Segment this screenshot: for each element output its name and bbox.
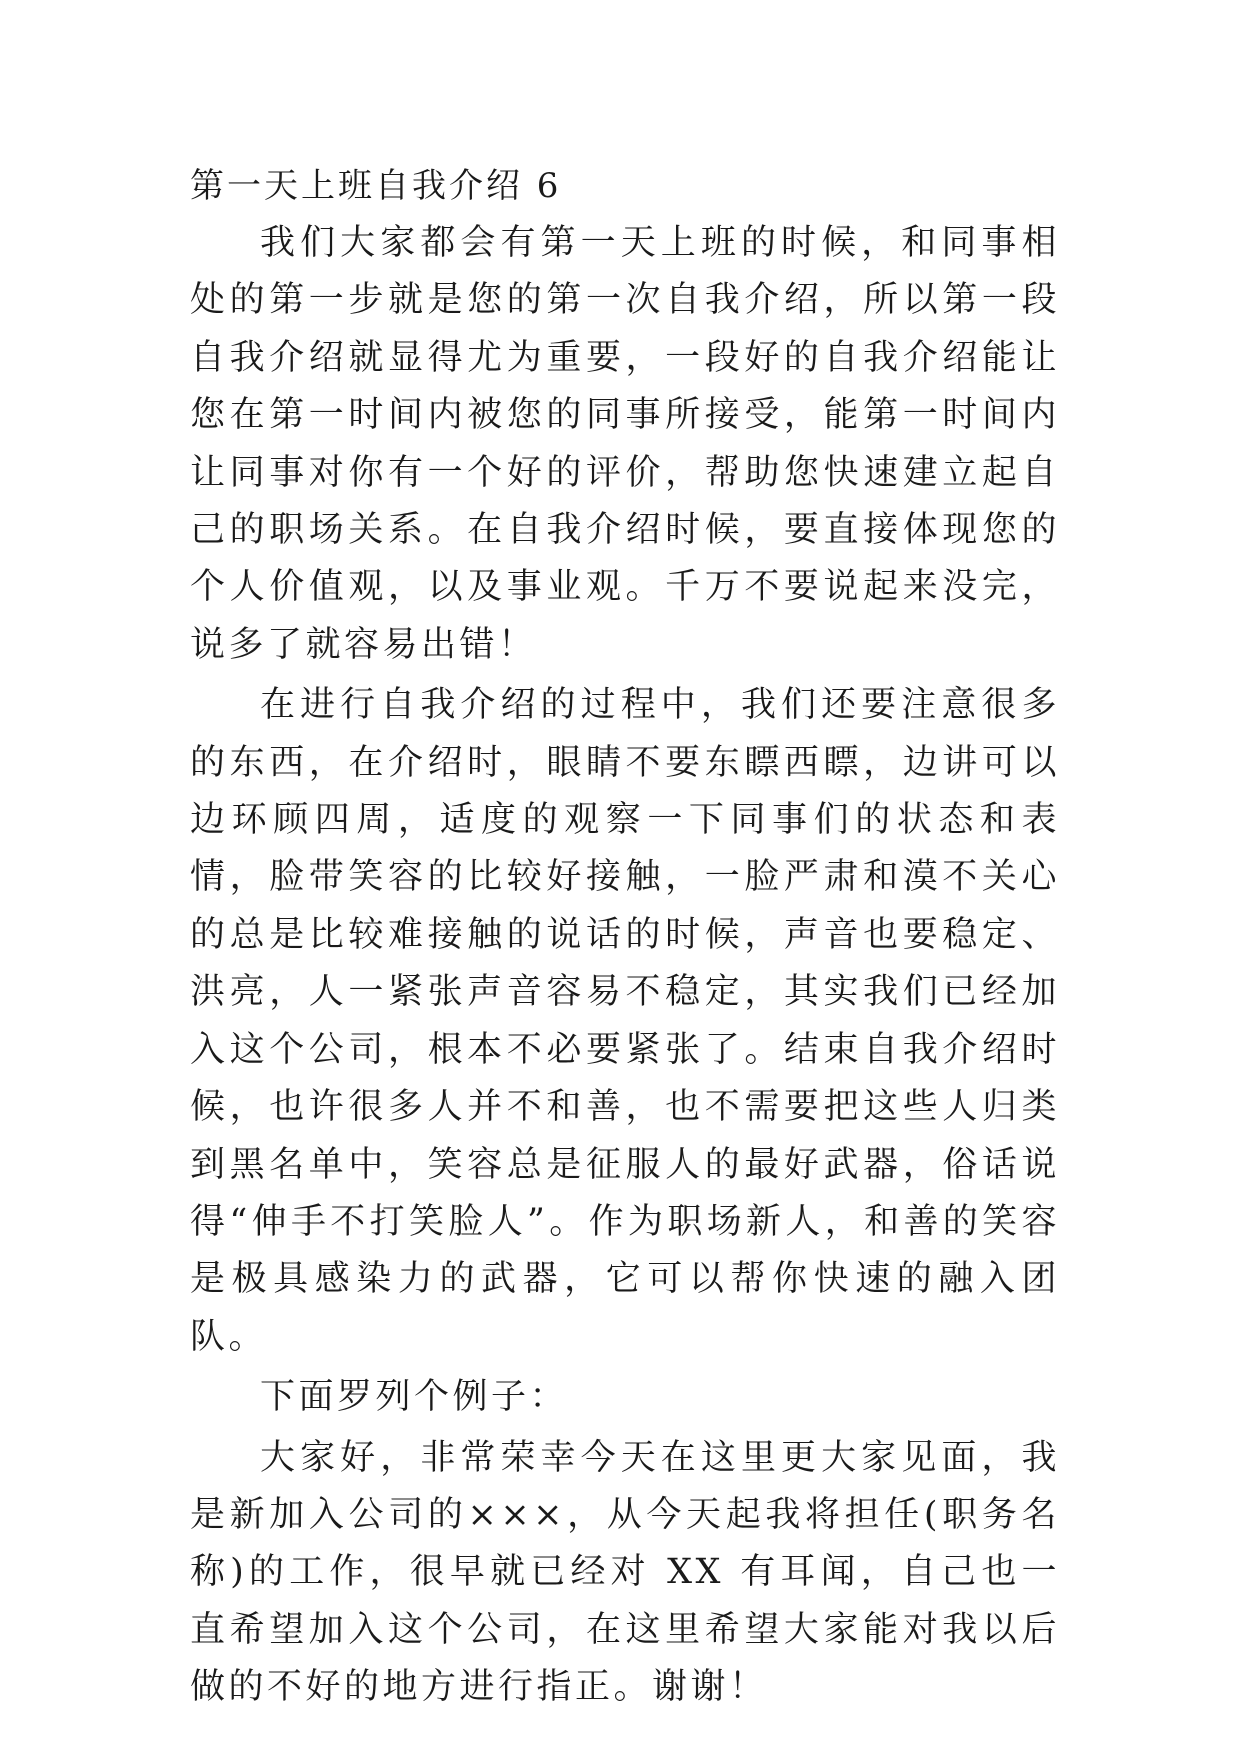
paragraph-tips: 在进行自我介绍的过程中，我们还要注意很多的东西，在介绍时，眼睛不要东瞟西瞟，边讲可以边环顾四周，适度的观察一下同事们的状态和表情，脸带笑容的比较好接触，一脸严肃和漠不关心的总是比较难接触的说话的时候，声音也要稳定、洪亮，人一紧张声音容易不稳定，其实我们已经加入这个公司，根本不必要紧张了。结束自我介绍时候，也许很多人并不和善，也不需要把这些人归类到黑名单中，笑容总是征服人的最好武器，俗话说得“伸手不打笑脸人”。作为职场新人，和善的笑容是极具感染力的武器，它可以帮你快速的融入团队。	[190, 685, 1060, 1357]
paragraph-example-heading: 下面罗列个例子：	[260, 1377, 569, 1418]
paragraph-example: 大家好，非常荣幸今天在这里更大家见面，我是新加入公司的×××，从今天起我将担任(职务名称)的工作，很早就已经对 XX 有耳闻，自己也一直希望加入这个公司，在这里希望大家能对我以后做的不好的地方进行指正。谢谢！	[190, 1437, 1060, 1708]
document-title: 第一天上班自我介绍 6	[190, 166, 562, 206]
paragraph-intro: 我们大家都会有第一天上班的时候，和同事相处的第一步就是您的第一次自我介绍，所以第一段自我介绍就显得尤为重要，一段好的自我介绍能让您在第一时间内被您的同事所接受，能第一时间内让同事对你有一个好的评价，帮助您快速建立起自己的职场关系。在自我介绍时候，要直接体现您的个人价值观，以及事业观。千万不要说起来没完，说多了就容易出错！	[190, 223, 1060, 665]
document-body	[190, 166, 1060, 1717]
